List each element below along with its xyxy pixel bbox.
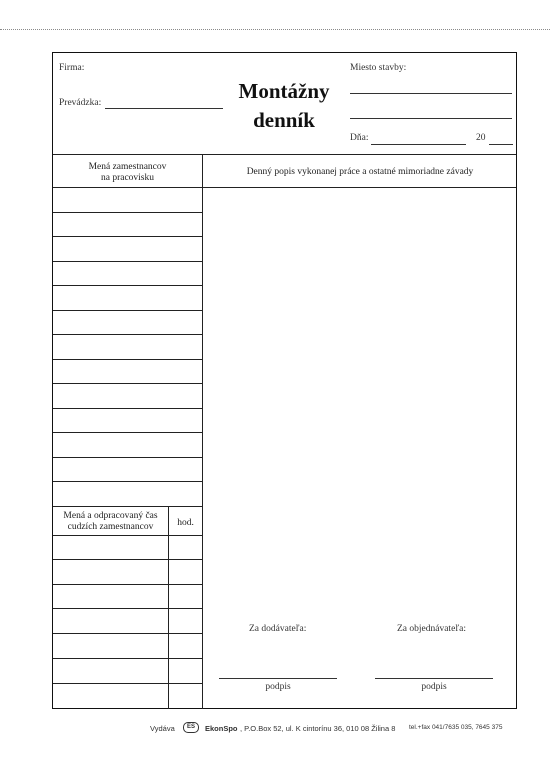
publisher-name: EkonSpo (205, 724, 238, 733)
firma-label: Firma: (59, 63, 85, 73)
publisher-contact: tel.+fax 041/7635 035, 7645 375 (409, 724, 503, 731)
assembly-diary-form (52, 52, 517, 709)
foreign-header-line-1: Mená a odpracovaný čas (63, 511, 158, 521)
employees-header (53, 162, 202, 184)
employee-row-line[interactable] (53, 383, 202, 384)
dna-label: Dňa: (350, 133, 369, 143)
employee-row-line[interactable] (53, 334, 202, 335)
foreign-row-line[interactable] (53, 683, 202, 684)
foreign-row-line[interactable] (53, 535, 202, 536)
table-header-bottom (53, 187, 516, 188)
year-field[interactable] (489, 144, 513, 145)
employee-row-line[interactable] (53, 481, 202, 482)
miesto-stavby-field-1[interactable] (350, 93, 512, 94)
foreign-header-line-2: cudzích zamestnancov (67, 522, 154, 532)
miesto-stavby-field-2[interactable] (350, 118, 512, 119)
title-line-1: Montážny (238, 79, 330, 103)
header-divider (53, 154, 516, 155)
footer-prefix: Vydáva (150, 724, 175, 733)
foreign-row-line[interactable] (53, 658, 202, 659)
miesto-stavby-label: Miesto stavby: (350, 63, 407, 73)
supplier-label: Za dodávateľa: (249, 624, 307, 634)
employee-row-line[interactable] (53, 236, 202, 237)
employee-row-line[interactable] (53, 432, 202, 433)
foreign-row-line[interactable] (53, 559, 202, 560)
employees-header-line-2: na pracovisku (100, 173, 155, 183)
customer-signature-label: podpis (421, 682, 447, 692)
column-divider (202, 154, 203, 709)
date-field[interactable] (371, 144, 466, 145)
foreign-employees-header (53, 511, 168, 533)
customer-signature-field[interactable] (375, 678, 493, 679)
employee-row-line[interactable] (53, 408, 202, 409)
foreign-row-line[interactable] (53, 584, 202, 585)
supplier-signature-label: podpis (265, 682, 291, 692)
employee-row-line[interactable] (53, 261, 202, 262)
supplier-signature-field[interactable] (219, 678, 337, 679)
publisher-address: , P.O.Box 52, ul. K cintorínu 36, 010 08 Žilina 8 (240, 724, 396, 733)
prevadzka-field[interactable] (105, 108, 223, 109)
publisher-footer (0, 722, 550, 736)
employee-row-line[interactable] (53, 212, 202, 213)
prevadzka-label: Prevádzka: (59, 98, 102, 108)
work-description-header: Denný popis vykonanej práce a ostatné mimoriadne závady (246, 167, 474, 177)
customer-label: Za objednávateľa: (397, 624, 467, 634)
foreign-row-line[interactable] (53, 633, 202, 634)
employee-row-line[interactable] (53, 457, 202, 458)
perforation-line (0, 29, 550, 30)
employees-header-line-1: Mená zamestnancov (88, 162, 167, 172)
year-prefix: 20 (476, 133, 486, 143)
publisher-logo-icon: ES (183, 722, 199, 733)
title-line-2: denník (253, 108, 315, 132)
foreign-row-line[interactable] (53, 608, 202, 609)
employee-row-line[interactable] (53, 359, 202, 360)
employee-row-line[interactable] (53, 310, 202, 311)
foreign-section-top (53, 506, 202, 507)
hours-header: hod. (177, 518, 194, 528)
employee-row-line[interactable] (53, 285, 202, 286)
